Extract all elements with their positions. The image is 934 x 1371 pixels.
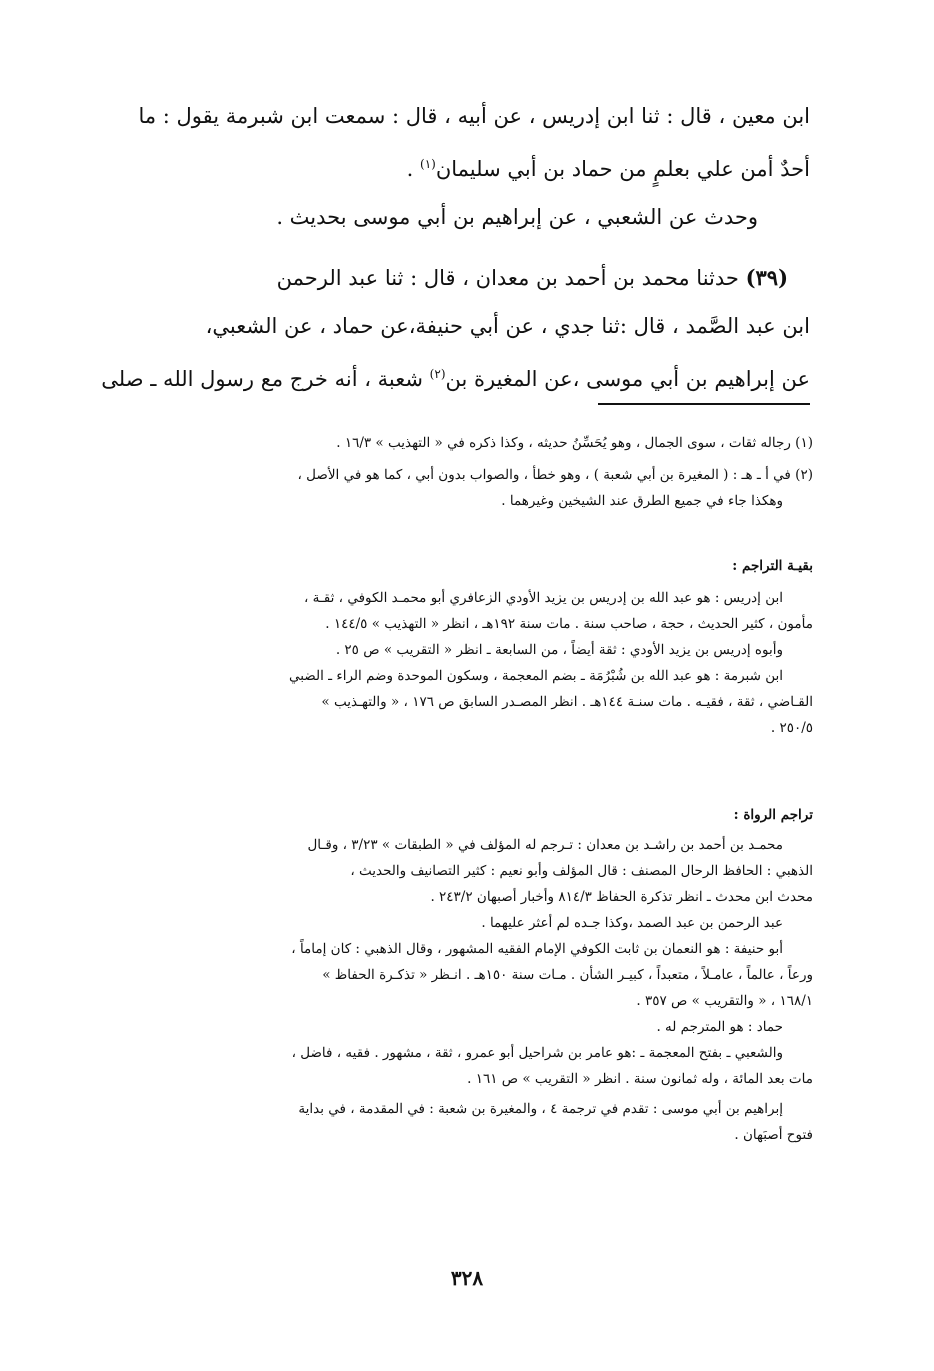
main-paragraph-hadith-39 bbox=[95, 254, 810, 403]
footnotes bbox=[95, 430, 813, 514]
footnote-ref-2: (٢) bbox=[429, 367, 446, 381]
section-heading: تراجم الرواة : bbox=[733, 807, 813, 823]
baqiyat-tarajim-section bbox=[95, 553, 813, 741]
biography-line: ١٦٨/١ ، « والتقريب » ص ٣٥٧ . bbox=[636, 993, 813, 1009]
biography-line: ابن شبرمة : هو عبد الله بن شُبْرُمَة ـ بضم المعجمة ، وسكون الموحدة وضم الراء ـ الضبي bbox=[288, 668, 783, 684]
main-paragraph-narration bbox=[95, 92, 810, 193]
text-line-content: شعبة ، أنه خرج مع رسول الله ـ صلى bbox=[101, 367, 430, 391]
text-line-content: ابن عبد الصَّمد ، قال :ثنا جدي ، عن أبي حنيفة،عن حماد ، عن الشعبي، bbox=[205, 314, 810, 338]
biography-line: حماد : هو المترجم له . bbox=[656, 1019, 783, 1035]
hadith-number: (٣٩) bbox=[745, 265, 788, 290]
biography-line: الذهبي : الحافظ الرحال المصنف : قال المؤلف وأبو نعيم : كثير التصانيف والحديث ، bbox=[350, 863, 813, 879]
text-line-content: وحدث عن الشعبي ، عن إبراهيم بن أبي موسى بحديث . bbox=[276, 205, 758, 229]
tarajim-ruwat-section bbox=[95, 802, 813, 1148]
biography-line: ورعاً ، عالماً ، عامـلاً ، متعبداً ، كبيـر الشأن . مـات سنة ١٥٠هـ . انـظر « تذكـرة الحفاظ » bbox=[322, 967, 813, 983]
footnote-1: (١) رجاله ثقات ، سوى الجمال ، وهو يُحَسِّنُ حديثه ، وكذا ذكره في « التهذيب » ١٦/٣ . bbox=[336, 435, 813, 451]
text-line bbox=[95, 350, 810, 403]
biography-line: وأبوه إدريس بن يزيد الأودي : ثقة أيضاً ، من السابعة ـ انظر « التقريب » ص ٢٥ . bbox=[335, 642, 783, 658]
footnote-2-line: (٢) في أ ـ هـ : ( المغيرة بن أبي شعبة ) ، وهو خطأ ، والصواب بدون أبي ، كما هو في الأصل ، bbox=[297, 467, 813, 483]
text-line bbox=[95, 140, 810, 193]
biography-line: إبراهيم بن أبي موسى : تقدم في ترجمة ٤ ، والمغيرة بن شعبة : في المقدمة ، في بداية bbox=[298, 1101, 783, 1117]
biography-line: عبد الرحمن بن عبد الصمد ،وكذا جـده لم أعثر عليهما . bbox=[481, 915, 783, 931]
biography-line: ٢٥٠/٥ . bbox=[770, 720, 813, 736]
main-paragraph-shabi bbox=[95, 193, 810, 241]
biography-line: والشعبي ـ بفتح المعجمة ـ :هو عامر بن شراحيل أبو عمرو ، ثقة ، مشهور . فقيه ، فاضل ، bbox=[291, 1045, 783, 1061]
biography-line: ابن إدريس : هو عبد الله بن إدريس بن يزيد الأودي الزعافري أبو محمـد الكوفي ، ثقـة ، bbox=[303, 590, 783, 606]
text-line-end: . bbox=[406, 157, 420, 181]
text-line bbox=[95, 92, 810, 140]
text-line-content: حدثنا محمد بن أحمد بن معدان ، قال : ثنا عبد الرحمن bbox=[276, 266, 746, 290]
page-number: ٣٢٨ bbox=[450, 1266, 484, 1290]
biography-line: مأمون ، كثير الحديث ، حجة ، صاحب سنة . مات سنة ١٩٢هـ ، انظر « التهذيب » ١٤٤/٥ . bbox=[325, 616, 813, 632]
text-line bbox=[95, 193, 810, 241]
footnote-divider bbox=[598, 403, 810, 405]
text-line-content: عن إبراهيم بن أبي موسى ،عن المغيرة بن bbox=[445, 367, 810, 391]
biography-line: فتوح أصبَهان . bbox=[734, 1127, 813, 1143]
text-line-content: أحدٌ أمن علي بعلمٍ من حماد بن أبي سليمان bbox=[435, 157, 810, 181]
biography-line: أبو حنيفة : هو النعمان بن ثابت الكوفي الإمام الفقيه المشهور ، وقال الذهبي : كان إماماً ، bbox=[291, 941, 783, 957]
text-line bbox=[95, 254, 810, 302]
footnote-ref-1: (١) bbox=[420, 157, 436, 171]
footnote-2-line: وهكذا جاء في جميع الطرق عند الشيخين وغيرهما . bbox=[501, 493, 783, 509]
section-heading: بقيـة التراجم : bbox=[732, 558, 813, 574]
text-line bbox=[95, 302, 810, 350]
biography-line: مات بعد المائة ، وله ثمانون سنة . انظر « التقريب » ص ١٦١ . bbox=[467, 1071, 813, 1087]
biography-line: محدث ابن محدث ـ انظر تذكرة الحفاظ ٨١٤/٣ وأخبار أصبهان ٢٤٣/٢ . bbox=[430, 889, 813, 905]
text-line-content: ابن معين ، قال : ثنا ابن إدريس ، عن أبيه ، قال : سمعت ابن شبرمة يقول : ما bbox=[138, 104, 810, 128]
biography-line: القـاضي ، ثقة ، فقيـه . مات سنـة ١٤٤هـ . انظر المصـدر السابق ص ١٧٦ ، « والتهـذيب » bbox=[321, 694, 813, 710]
biography-line: محمـد بن أحمد بن راشـد بن معدان : تـرجم له المؤلف في « الطبقات » ٣/٢٣ ، وقـال bbox=[307, 837, 783, 853]
